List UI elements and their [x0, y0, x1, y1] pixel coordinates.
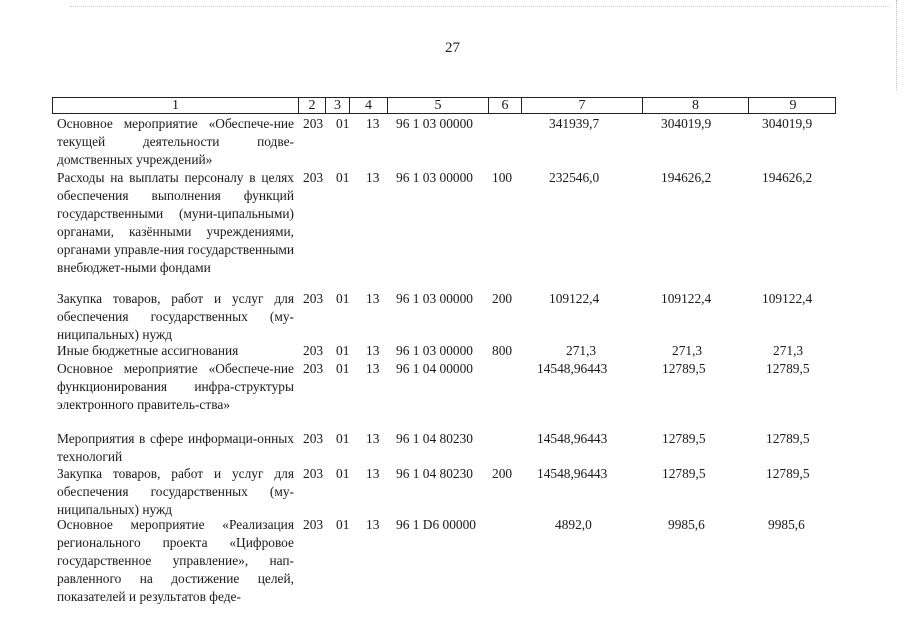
cell-col-3: 01: [336, 517, 350, 532]
cell-col-8: 271,3: [672, 343, 703, 358]
cell-col-3: 01: [336, 291, 350, 306]
table-header: [52, 97, 836, 114]
cell-col-6: 200: [492, 291, 513, 306]
cell-col-4: 13: [366, 116, 380, 131]
cell-col-3: 01: [336, 343, 350, 358]
cell-col-4: 13: [366, 170, 380, 185]
header-col-2: 2: [299, 98, 326, 113]
cell-col-7: 14548,96443: [537, 361, 608, 376]
cell-col-8: 12789,5: [662, 361, 706, 376]
row-description: Иные бюджетные ассигнования: [57, 343, 239, 358]
scan-artifact: [70, 6, 890, 8]
cell-col-2: 203: [303, 170, 324, 185]
cell-col-4: 13: [366, 343, 380, 358]
cell-col-4: 13: [366, 431, 380, 446]
cell-col-2: 203: [303, 517, 324, 532]
cell-col-3: 01: [336, 116, 350, 131]
cell-col-5: 96 1 03 00000: [396, 116, 473, 131]
header-col-1: 1: [53, 98, 299, 113]
cell-col-5: 96 1 D6 00000: [396, 517, 476, 532]
header-col-3: 3: [326, 98, 350, 113]
cell-col-8: 194626,2: [661, 170, 712, 185]
cell-col-9: 194626,2: [762, 170, 813, 185]
cell-col-3: 01: [336, 466, 350, 481]
cell-col-4: 13: [366, 361, 380, 376]
cell-col-5: 96 1 03 00000: [396, 343, 473, 358]
cell-col-8: 9985,6: [668, 517, 705, 532]
cell-col-2: 203: [303, 291, 324, 306]
cell-col-4: 13: [366, 466, 380, 481]
cell-col-5: 96 1 04 80230: [396, 431, 473, 446]
cell-col-8: 304019,9: [661, 116, 712, 131]
cell-col-2: 203: [303, 343, 324, 358]
cell-col-3: 01: [336, 361, 350, 376]
page-number: 27: [445, 40, 460, 56]
cell-col-8: 109122,4: [661, 291, 712, 306]
cell-col-7: 4892,0: [555, 517, 592, 532]
cell-col-9: 12789,5: [766, 431, 810, 446]
cell-col-4: 13: [366, 517, 380, 532]
cell-col-8: 12789,5: [662, 466, 706, 481]
cell-col-7: 14548,96443: [537, 431, 608, 446]
cell-col-5: 96 1 03 00000: [396, 291, 473, 306]
cell-col-7: 232546,0: [549, 170, 600, 185]
header-col-4: 4: [350, 98, 388, 113]
cell-col-2: 203: [303, 116, 324, 131]
cell-col-2: 203: [303, 361, 324, 376]
cell-col-9: 304019,9: [762, 116, 813, 131]
cell-col-6: 100: [492, 170, 513, 185]
header-col-9: 9: [789, 98, 797, 113]
cell-col-9: 109122,4: [762, 291, 813, 306]
row-description: Мероприятия в сфере информаци-онных технологий: [57, 431, 294, 464]
cell-col-3: 01: [336, 431, 350, 446]
row-description: Закупка товаров, работ и услуг для обеспечения государственных (му-ниципальных) нужд: [57, 291, 294, 342]
cell-col-7: 341939,7: [549, 116, 600, 131]
cell-col-5: 96 1 03 00000: [396, 170, 473, 185]
row-description: Основное мероприятие «Реализация регионального проекта «Цифровое государственное управление», нап-равленного на достижение целей, показателей и результатов феде-: [57, 517, 294, 604]
header-col-5: 5: [388, 98, 489, 113]
cell-col-2: 203: [303, 431, 324, 446]
cell-col-3: 01: [336, 170, 350, 185]
cell-col-8: 12789,5: [662, 431, 706, 446]
cell-col-9: 271,3: [773, 343, 804, 358]
header-col-8: 8: [643, 98, 749, 113]
cell-col-7: 271,3: [566, 343, 597, 358]
cell-col-2: 203: [303, 466, 324, 481]
cell-col-5: 96 1 04 80230: [396, 466, 473, 481]
row-description: Основное мероприятие «Обеспече-ние функционирования инфра-структуры электронного правитель-ства»: [57, 361, 294, 412]
cell-col-4: 13: [366, 291, 380, 306]
cell-col-9: 9985,6: [768, 517, 805, 532]
cell-col-9: 12789,5: [766, 466, 810, 481]
cell-col-7: 109122,4: [549, 291, 600, 306]
header-col-6: 6: [489, 98, 522, 113]
cell-col-7: 14548,96443: [537, 466, 608, 481]
cell-col-9: 12789,5: [766, 361, 810, 376]
row-description: Расходы на выплаты персоналу в целях обеспечения выполнения функций государственными (муни-ципальными) органами, казёнными учреждениями, органами управле-ния государственными внебюджет-ными фондами: [57, 170, 294, 275]
row-description: Основное мероприятие «Обеспече-ние текущей деятельности подве-домственных учреждений»: [57, 116, 294, 167]
cell-col-6: 200: [492, 466, 513, 481]
row-description: Закупка товаров, работ и услуг для обеспечения государственных (му-ниципальных) нужд: [57, 466, 294, 517]
cell-col-5: 96 1 04 00000: [396, 361, 473, 376]
cell-col-6: 800: [492, 343, 513, 358]
header-col-7: 7: [522, 98, 643, 113]
